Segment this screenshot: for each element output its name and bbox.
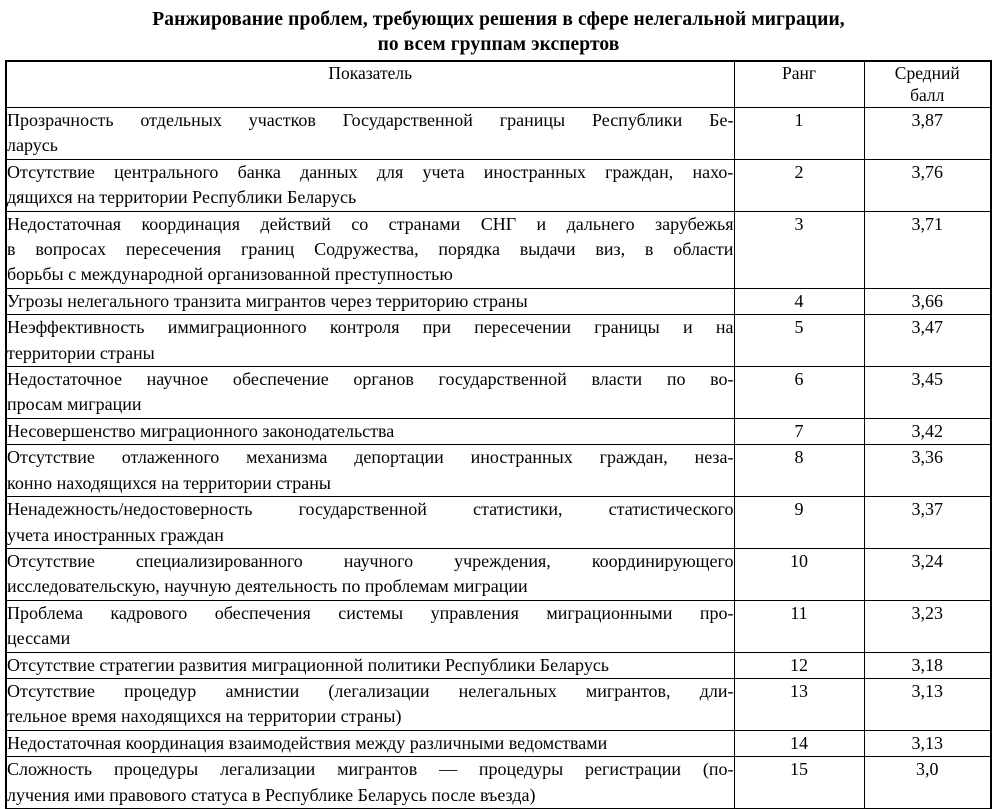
cell-average-score: 3,18 — [864, 652, 991, 678]
word: статистики, — [473, 499, 563, 520]
word: системы — [338, 602, 404, 623]
word: Отсутствие — [7, 680, 95, 701]
word: граждан, — [605, 161, 674, 182]
cell-indicator — [6, 211, 734, 288]
indicator-line: Недостаточная координация взаимодействия между различными ведомствами — [7, 732, 608, 753]
word: Ненадежность/недостоверность — [7, 499, 253, 520]
table-row — [6, 367, 991, 419]
word: выдачи — [519, 239, 576, 260]
word: участков — [248, 110, 316, 130]
cell-rank: 12 — [734, 652, 864, 678]
word: иностранных — [470, 447, 573, 468]
table-row — [6, 757, 991, 809]
indicator-line: конно находящихся на территории страны — [7, 472, 331, 493]
word: регистрации — [585, 759, 681, 780]
word: управления — [430, 602, 519, 623]
indicator-line: дящихся на территории Республики Беларусь — [7, 187, 357, 208]
table-row — [6, 315, 991, 367]
column-header-average-score — [864, 61, 991, 108]
word: зарубежья — [655, 213, 734, 234]
table-row — [6, 159, 991, 211]
cell-indicator — [6, 497, 734, 549]
word: координирующего — [591, 550, 734, 571]
word: амнистии — [225, 680, 300, 701]
column-header-indicator: Показатель — [6, 61, 734, 108]
word: — — [439, 759, 458, 780]
indicator-line: Несовершенство миграционного законодательства — [7, 420, 395, 441]
word: научного — [343, 550, 414, 571]
cell-rank: 13 — [734, 678, 864, 730]
word: СНГ — [480, 213, 517, 234]
ranking-table-container — [5, 60, 990, 809]
cell-rank: 9 — [734, 497, 864, 549]
word: в — [644, 239, 654, 260]
word: порядка — [438, 239, 500, 260]
indicator-line: борьбы с международной организованной преступностью — [7, 264, 453, 285]
cell-rank: 8 — [734, 445, 864, 497]
word: в — [7, 239, 16, 260]
cell-rank: 10 — [734, 548, 864, 600]
word: иммиграционного — [167, 317, 307, 338]
indicator-line — [7, 601, 734, 626]
word: учета — [422, 161, 465, 182]
ranking-table — [5, 60, 992, 809]
word: статистического — [608, 499, 734, 520]
indicator-line: ларусь — [7, 135, 58, 156]
word: Отсутствие — [7, 550, 95, 571]
word: дли- — [699, 680, 734, 701]
indicator-line — [7, 757, 734, 782]
word: и — [682, 317, 693, 338]
word: власти — [591, 369, 643, 390]
word: Республики — [591, 110, 683, 130]
word: отлаженного — [121, 447, 220, 468]
indicator-line: тельное время находящихся на территории страны) — [7, 706, 402, 727]
cell-average-score: 3,0 — [864, 757, 991, 809]
indicator-line: цессами — [7, 628, 71, 649]
cell-average-score: 3,47 — [864, 315, 991, 367]
word: процедур — [124, 680, 197, 701]
word: специализированного — [135, 550, 303, 571]
word: виз, — [595, 239, 626, 260]
table-header — [6, 61, 991, 108]
cell-indicator — [6, 315, 734, 367]
word: мигрантов, — [585, 680, 671, 701]
cell-indicator — [6, 445, 734, 497]
word: пересечения — [125, 239, 222, 260]
indicator-line — [7, 237, 734, 262]
table-row — [6, 730, 991, 756]
cell-indicator — [6, 652, 734, 678]
word: и — [536, 213, 547, 234]
word: Бе- — [709, 110, 734, 130]
word: про- — [699, 602, 734, 623]
cell-rank: 14 — [734, 730, 864, 756]
indicator-line: территории страны — [7, 342, 155, 363]
cell-rank: 6 — [734, 367, 864, 419]
word: со — [351, 213, 369, 234]
indicator-line: лучения ими правового статуса в Республике Беларусь после въезда) — [7, 784, 536, 805]
indicator-line: учета иностранных граждан — [7, 524, 224, 545]
cell-average-score: 3,66 — [864, 288, 991, 314]
indicator-line — [7, 212, 734, 237]
cell-rank: 1 — [734, 108, 864, 160]
cell-rank: 3 — [734, 211, 864, 288]
indicator-line — [7, 445, 734, 470]
word: границ — [241, 239, 295, 260]
cell-average-score: 3,13 — [864, 730, 991, 756]
indicator-line — [7, 367, 734, 392]
word: действий — [260, 213, 331, 234]
cell-average-score: 3,36 — [864, 445, 991, 497]
word: процедуры — [113, 759, 199, 780]
word: Недостаточная — [7, 213, 122, 234]
word: Прозрачность — [7, 110, 114, 130]
table-row — [6, 108, 991, 160]
cell-indicator — [6, 600, 734, 652]
cell-indicator — [6, 678, 734, 730]
word: органов — [353, 369, 414, 390]
word: контроля — [329, 317, 400, 338]
word: Сложность — [7, 759, 93, 780]
page-title-line-2: по всем группам экспертов — [377, 34, 620, 55]
cell-rank: 15 — [734, 757, 864, 809]
cell-indicator — [6, 159, 734, 211]
cell-average-score: 3,45 — [864, 367, 991, 419]
column-header-average-score-line-1: Средний — [894, 63, 960, 83]
page-title-line-1: Ранжирование проблем, требующих решения в сфере нелегальной миграции, — [152, 9, 845, 30]
word: по — [666, 369, 686, 390]
word: вопросах — [35, 239, 106, 260]
cell-rank: 4 — [734, 288, 864, 314]
cell-rank: 11 — [734, 600, 864, 652]
word: обеспечение — [232, 369, 329, 390]
word: при — [422, 317, 452, 338]
indicator-line: Отсутствие стратегии развития миграционной политики Республики Беларусь — [7, 654, 610, 675]
cell-rank: 7 — [734, 418, 864, 444]
cell-average-score: 3,24 — [864, 548, 991, 600]
word: координация — [141, 213, 241, 234]
word: границы — [499, 110, 566, 130]
column-header-rank: Ранг — [734, 61, 864, 108]
word: Отсутствие — [7, 447, 95, 468]
word: странами — [388, 213, 461, 234]
word: научное — [146, 369, 209, 390]
cell-average-score: 3,13 — [864, 678, 991, 730]
word: центрального — [114, 161, 219, 182]
word: отдельных — [140, 110, 222, 130]
word: границы — [594, 317, 660, 338]
indicator-line: Угрозы нелегального транзита мигрантов через территорию страны — [7, 290, 528, 311]
word: во- — [710, 369, 734, 390]
page-title — [0, 0, 997, 57]
word: данных — [300, 161, 358, 182]
table-row — [6, 211, 991, 288]
cell-average-score: 3,42 — [864, 418, 991, 444]
word: Неэффективность — [7, 317, 145, 338]
cell-indicator — [6, 418, 734, 444]
word: для — [376, 161, 404, 182]
indicator-line: просам миграции — [7, 394, 142, 415]
table-row — [6, 548, 991, 600]
indicator-line — [7, 497, 734, 522]
cell-rank: 2 — [734, 159, 864, 211]
word: обеспечения — [214, 602, 311, 623]
indicator-line — [7, 549, 734, 574]
cell-indicator — [6, 757, 734, 809]
table-row — [6, 288, 991, 314]
word: Государственной — [342, 110, 473, 130]
word: пересечении — [474, 317, 572, 338]
table-row — [6, 652, 991, 678]
table-body — [6, 108, 991, 809]
word: кадрового — [110, 602, 188, 623]
column-header-average-score-line-2: балл — [910, 85, 945, 105]
cell-average-score: 3,37 — [864, 497, 991, 549]
word: учреждения, — [454, 550, 551, 571]
word: банка — [237, 161, 281, 182]
cell-indicator — [6, 730, 734, 756]
word: Недостаточное — [7, 369, 123, 390]
word: нелегальных — [458, 680, 557, 701]
word: (легализации — [328, 680, 430, 701]
cell-indicator — [6, 548, 734, 600]
cell-indicator — [6, 367, 734, 419]
word: Содружества, — [314, 239, 419, 260]
table-row — [6, 418, 991, 444]
word: депортации — [354, 447, 444, 468]
indicator-line — [7, 160, 734, 185]
cell-indicator — [6, 288, 734, 314]
cell-average-score: 3,76 — [864, 159, 991, 211]
word: области — [673, 239, 734, 260]
word: миграционными — [546, 602, 673, 623]
indicator-line — [7, 315, 734, 340]
table-row — [6, 445, 991, 497]
word: процедуры — [478, 759, 564, 780]
word: (по- — [702, 759, 734, 780]
word: легализации — [220, 759, 316, 780]
word: дальнего — [566, 213, 635, 234]
cell-average-score: 3,71 — [864, 211, 991, 288]
indicator-line — [7, 108, 734, 133]
word: государственной — [438, 369, 567, 390]
cell-indicator — [6, 108, 734, 160]
table-row — [6, 678, 991, 730]
word: нахо- — [692, 161, 734, 182]
cell-rank: 5 — [734, 315, 864, 367]
indicator-line — [7, 679, 734, 704]
table-row — [6, 600, 991, 652]
word: механизма — [246, 447, 328, 468]
word: граждан, — [599, 447, 668, 468]
word: Отсутствие — [7, 161, 95, 182]
cell-average-score: 3,23 — [864, 600, 991, 652]
word: государственной — [298, 499, 427, 520]
word: иностранных — [483, 161, 586, 182]
word: на — [715, 317, 734, 338]
word: мигрантов — [337, 759, 418, 780]
word: неза- — [694, 447, 734, 468]
word: Проблема — [7, 602, 83, 623]
indicator-line: исследовательскую, научную деятельность по проблемам миграции — [7, 576, 528, 597]
table-header-row — [6, 61, 991, 108]
table-row — [6, 497, 991, 549]
cell-average-score: 3,87 — [864, 108, 991, 160]
